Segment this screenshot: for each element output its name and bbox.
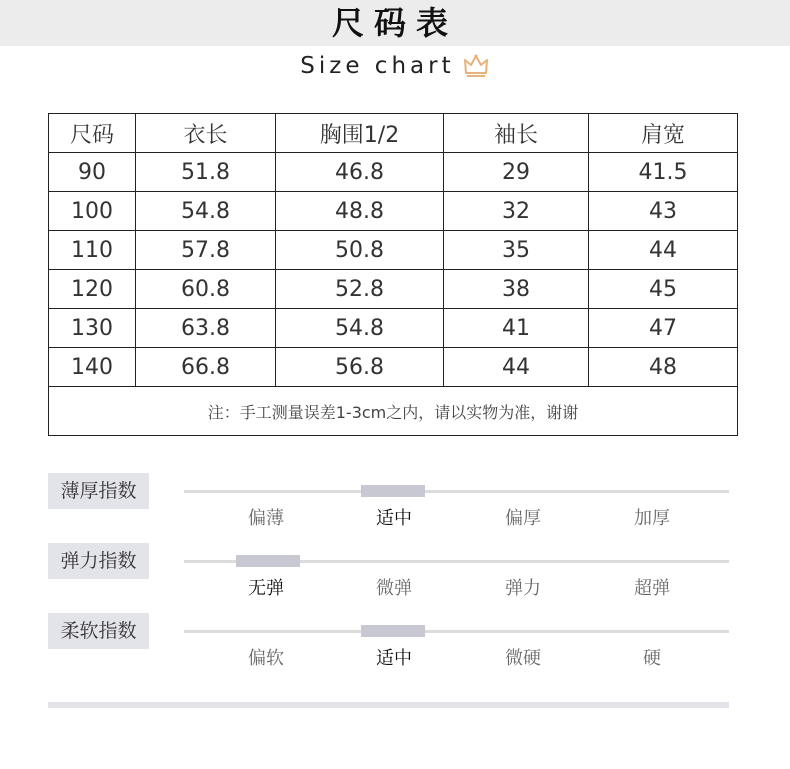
table-cell: 48.8 <box>276 192 444 231</box>
table-cell: 35 <box>444 231 589 270</box>
table-cell: 50.8 <box>276 231 444 270</box>
index-label: 柔软指数 <box>48 613 149 649</box>
softness-index <box>48 613 738 673</box>
index-option: 偏薄 <box>248 508 284 529</box>
index-marker <box>361 625 425 637</box>
subtitle: Size chart <box>300 53 455 79</box>
crown-icon <box>462 53 490 79</box>
table-cell: 48 <box>589 348 738 387</box>
table-cell: 130 <box>49 309 136 348</box>
size-table <box>48 113 738 436</box>
index-option-selected: 适中 <box>376 648 412 669</box>
table-row <box>49 309 738 348</box>
index-option: 弹力 <box>505 578 541 599</box>
table-cell: 41.5 <box>589 153 738 192</box>
table-cell: 43 <box>589 192 738 231</box>
column-header-length: 衣长 <box>136 114 276 153</box>
table-cell: 56.8 <box>276 348 444 387</box>
elasticity-index <box>48 543 738 603</box>
index-option-selected: 适中 <box>376 508 412 529</box>
table-cell: 90 <box>49 153 136 192</box>
column-header-shoulder: 肩宽 <box>589 114 738 153</box>
column-header-size: 尺码 <box>49 114 136 153</box>
table-cell: 44 <box>444 348 589 387</box>
table-cell: 57.8 <box>136 231 276 270</box>
index-option: 硬 <box>643 648 661 669</box>
title-bar <box>0 0 790 46</box>
table-cell: 32 <box>444 192 589 231</box>
index-option: 偏厚 <box>505 508 541 529</box>
table-cell: 63.8 <box>136 309 276 348</box>
table-cell: 41 <box>444 309 589 348</box>
table-header-row <box>49 114 738 153</box>
table-cell: 51.8 <box>136 153 276 192</box>
index-track <box>184 490 729 493</box>
index-option: 微弹 <box>376 578 412 599</box>
table-row <box>49 270 738 309</box>
table-cell: 47 <box>589 309 738 348</box>
table-cell: 140 <box>49 348 136 387</box>
bottom-divider <box>48 702 729 708</box>
table-row <box>49 153 738 192</box>
column-header-chest: 胸围1/2 <box>276 114 444 153</box>
column-header-sleeve: 袖长 <box>444 114 589 153</box>
index-option: 加厚 <box>634 508 670 529</box>
subtitle-row <box>0 50 790 82</box>
page-title: 尺码表 <box>331 4 458 42</box>
table-cell: 54.8 <box>276 309 444 348</box>
table-cell: 45 <box>589 270 738 309</box>
table-cell: 60.8 <box>136 270 276 309</box>
index-option: 偏软 <box>248 648 284 669</box>
measurement-note: 注：手工测量误差1-3cm之内，请以实物为准，谢谢 <box>49 387 738 436</box>
table-cell: 66.8 <box>136 348 276 387</box>
table-cell: 38 <box>444 270 589 309</box>
table-row <box>49 192 738 231</box>
table-cell: 54.8 <box>136 192 276 231</box>
table-cell: 46.8 <box>276 153 444 192</box>
table-row <box>49 231 738 270</box>
index-marker <box>236 555 300 567</box>
index-label: 弹力指数 <box>48 543 149 579</box>
table-cell: 100 <box>49 192 136 231</box>
index-track <box>184 630 729 633</box>
index-label: 薄厚指数 <box>48 473 149 509</box>
index-option: 超弹 <box>634 578 670 599</box>
index-marker <box>361 485 425 497</box>
table-cell: 110 <box>49 231 136 270</box>
thickness-index <box>48 473 738 533</box>
table-cell: 29 <box>444 153 589 192</box>
table-cell: 120 <box>49 270 136 309</box>
index-option: 微硬 <box>505 648 541 669</box>
table-cell: 44 <box>589 231 738 270</box>
note-row <box>49 387 738 436</box>
index-option-selected: 无弹 <box>248 578 284 599</box>
table-cell: 52.8 <box>276 270 444 309</box>
table-row <box>49 348 738 387</box>
